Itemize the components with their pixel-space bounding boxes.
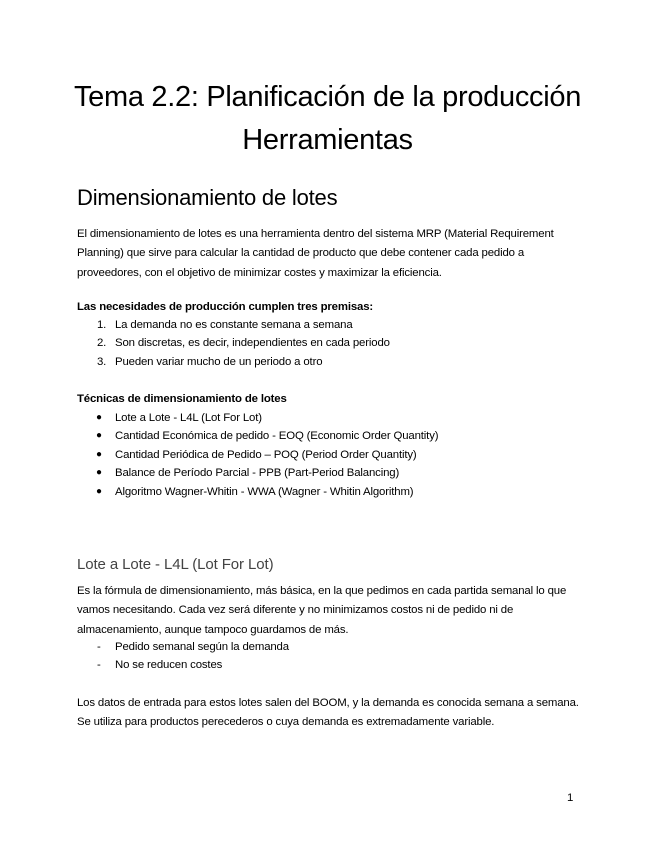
list-item-text: No se reducen costes	[115, 659, 223, 672]
bullet-icon: ●	[96, 430, 102, 442]
list-item	[77, 316, 390, 334]
list-item	[77, 409, 438, 427]
list-item-text: La demanda no es constante semana a semana	[115, 319, 353, 331]
section-heading: Dimensionamiento de lotes	[77, 185, 338, 210]
l4l-description: Es la fórmula de dimensionamiento, más básica, en la que pedimos en cada partida semanal lo que vamos necesitando. Cada vez será diferente y no minimizamos costos ni de pedido ni de almacenamiento, aunque tampoco guardamos de más.	[77, 585, 567, 636]
list-item-text: Pueden variar mucho de un periodo a otro	[115, 355, 323, 368]
list-item-text: Balance de Período Parcial - PPB (Part-Period Balancing)	[115, 467, 400, 480]
bullet-icon: ●	[96, 448, 102, 460]
bullet-icon: ●	[96, 467, 102, 479]
intro-paragraph: El dimensionamiento de lotes es una herramienta dentro del sistema MRP (Material Requirement Planning) que sirve para calcular la cantidad de producto que debe contener cada pedido a proveedores, con el objetivo de minimizar costes y maximizar la eficiencia.	[77, 228, 554, 279]
l4l-heading: Lote a Lote - L4L (Lot For Lot)	[77, 556, 274, 573]
page-number: 1	[567, 792, 574, 804]
list-item-text: Son discretas, es decir, independientes en cada periodo	[115, 337, 390, 350]
techniques-list	[77, 409, 438, 501]
premises-title: Las necesidades de producción cumplen tres premisas:	[77, 301, 374, 313]
list-item	[77, 464, 438, 482]
document-title-line-2: Herramientas	[242, 124, 413, 156]
list-number: 3.	[97, 355, 107, 368]
document-title-line-1: Tema 2.2: Planificación de la producción	[73, 81, 582, 113]
bullet-icon: ●	[96, 485, 102, 497]
list-item-text: Cantidad Periódica de Pedido – POQ (Period Order Quantity)	[115, 448, 417, 461]
list-item	[77, 656, 289, 674]
list-item-text: Lote a Lote - L4L (Lot For Lot)	[115, 412, 262, 424]
dash-marker: -	[97, 659, 101, 672]
input-data-paragraph: Los datos de entrada para estos lotes salen del BOOM, y la demanda es conocida semana a semana. Se utiliza para productos perecederos o cuya demanda es extremadamente variable.	[77, 697, 579, 729]
list-item-text: Algoritmo Wagner-Whitin - WWA (Wagner - Whitin Algorithm)	[115, 485, 414, 498]
l4l-points-list	[77, 638, 289, 675]
dash-marker: -	[97, 641, 101, 653]
list-item-text: Cantidad Económica de pedido - EOQ (Economic Order Quantity)	[115, 430, 439, 443]
list-item	[77, 334, 390, 352]
list-number: 2.	[97, 337, 107, 350]
list-item	[77, 638, 289, 656]
list-item	[77, 427, 438, 445]
list-number: 1.	[97, 319, 107, 331]
bullet-icon: ●	[96, 412, 102, 423]
techniques-title: Técnicas de dimensionamiento de lotes	[77, 393, 287, 405]
premises-list	[77, 316, 390, 371]
list-item	[77, 446, 438, 464]
list-item-text: Pedido semanal según la demanda	[115, 641, 289, 653]
list-item	[77, 353, 390, 371]
list-item	[77, 483, 438, 501]
